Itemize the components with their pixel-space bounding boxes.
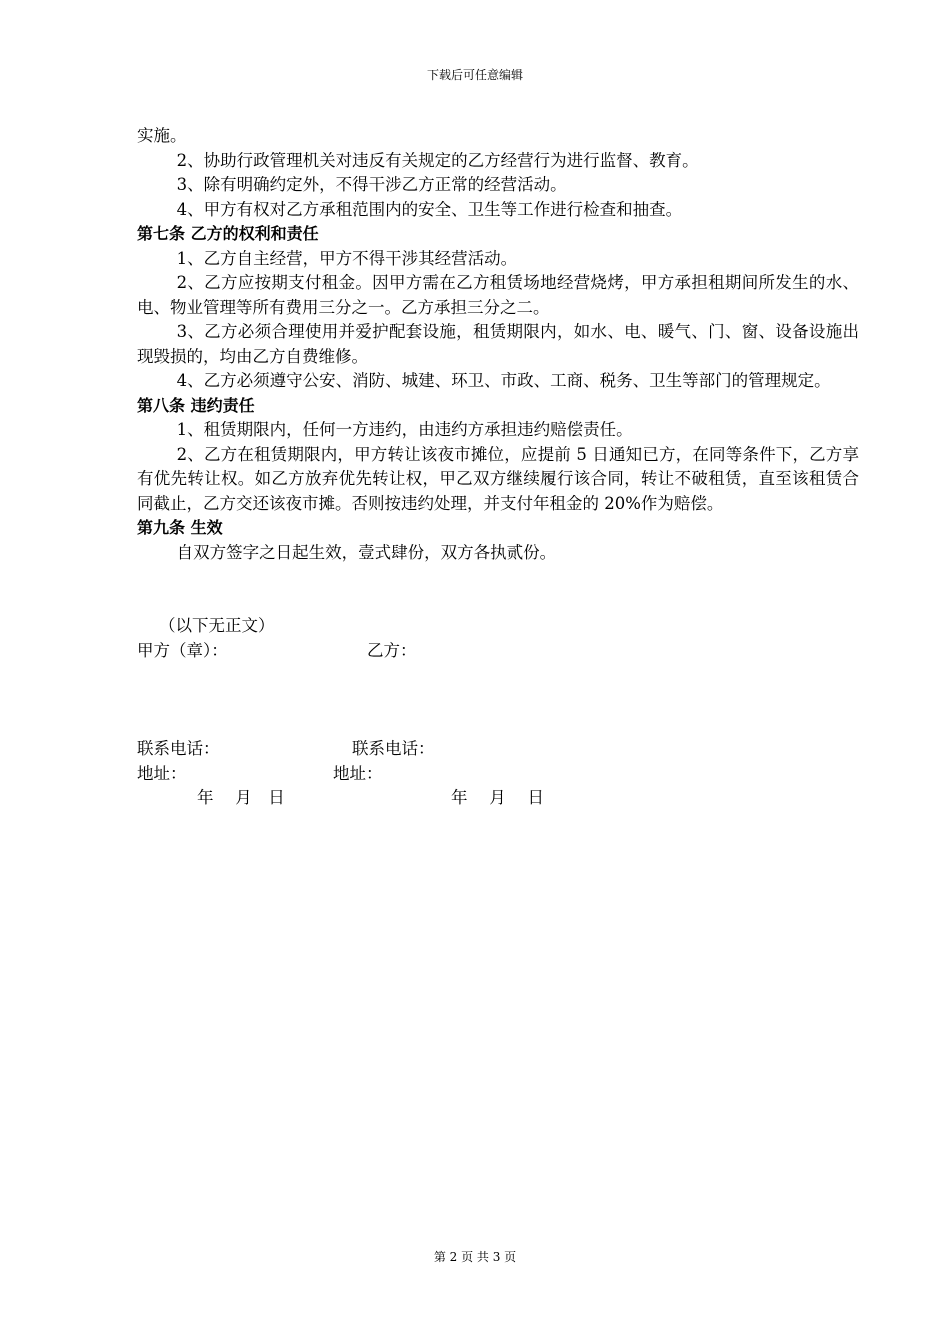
signature-row — [137, 639, 859, 664]
document-body — [137, 124, 859, 811]
spacer — [137, 663, 859, 737]
article8-title: 第八条 违约责任 — [137, 395, 255, 415]
phone-row — [137, 737, 859, 762]
article7-item: 3、乙方必须合理使用并爱护配套设施，租赁期限内，如水、电、暖气、门、窗、设备设施出现毁损的，均由乙方自费维修。 — [137, 322, 859, 366]
spacer — [137, 565, 859, 614]
address-a-label: 地址： — [137, 763, 187, 783]
address-row — [137, 762, 859, 787]
article9-title: 第九条 生效 — [137, 518, 223, 537]
article8-item: 2、乙方在租赁期限内，甲方转让该夜市摊位，应提前 5 日通知已方，在同等条件下，乙方享有优先转让权。如乙方放弃优先转让权，甲乙双方继续履行该合同，转让不破租赁，直至该租赁合同截止，乙方交还该夜市摊。否则按违约处理，并支付年租金的 20%作为赔偿。 — [137, 444, 859, 513]
article6-item: 3、除有明确约定外，不得干涉乙方正常的经营活动。 — [176, 175, 567, 194]
address-b-label: 地址： — [333, 763, 383, 783]
phone-a-label: 联系电话： — [137, 739, 220, 758]
article6-item: 2、协助行政管理机关对违反有关规定的乙方经营行为进行监督、教育。 — [176, 150, 699, 170]
date-b: 年 月 日 — [451, 788, 544, 807]
party-a-label: 甲方（章）： — [137, 640, 228, 660]
article7-item: 2、乙方应按期支付租金。因甲方需在乙方租赁场地经营烧烤，甲方承担租期间所发生的水、电、物业管理等所有费用三分之一。乙方承担三分之二。 — [137, 273, 859, 317]
article8-item: 1、租赁期限内，任何一方违约，由违约方承担违约赔偿责任。 — [176, 420, 633, 439]
date-a: 年 月 日 — [197, 788, 285, 807]
article7-title: 第七条 乙方的权利和责任 — [137, 224, 319, 243]
page-footer: 第 2 页 共 3 页 — [433, 1250, 517, 1264]
article7-item: 1、乙方自主经营，甲方不得干涉其经营活动。 — [176, 248, 518, 268]
article6-item: 4、甲方有权对乙方承租范围内的安全、卫生等工作进行检查和抽查。 — [176, 199, 683, 219]
article7-item: 4、乙方必须遵守公安、消防、城建、环卫、市政、工商、税务、卫生等部门的管理规定。 — [176, 371, 831, 390]
continuation-text: 实施。 — [137, 126, 187, 145]
page-header: 下载后可任意编辑 — [426, 68, 523, 82]
date-row — [137, 786, 859, 811]
article9-item: 自双方签字之日起生效，壹式肆份，双方各执贰份。 — [176, 542, 557, 562]
no-more-text-note: （以下无正文） — [159, 616, 275, 635]
party-b-label: 乙方： — [367, 640, 417, 660]
phone-b-label: 联系电话： — [352, 739, 435, 758]
